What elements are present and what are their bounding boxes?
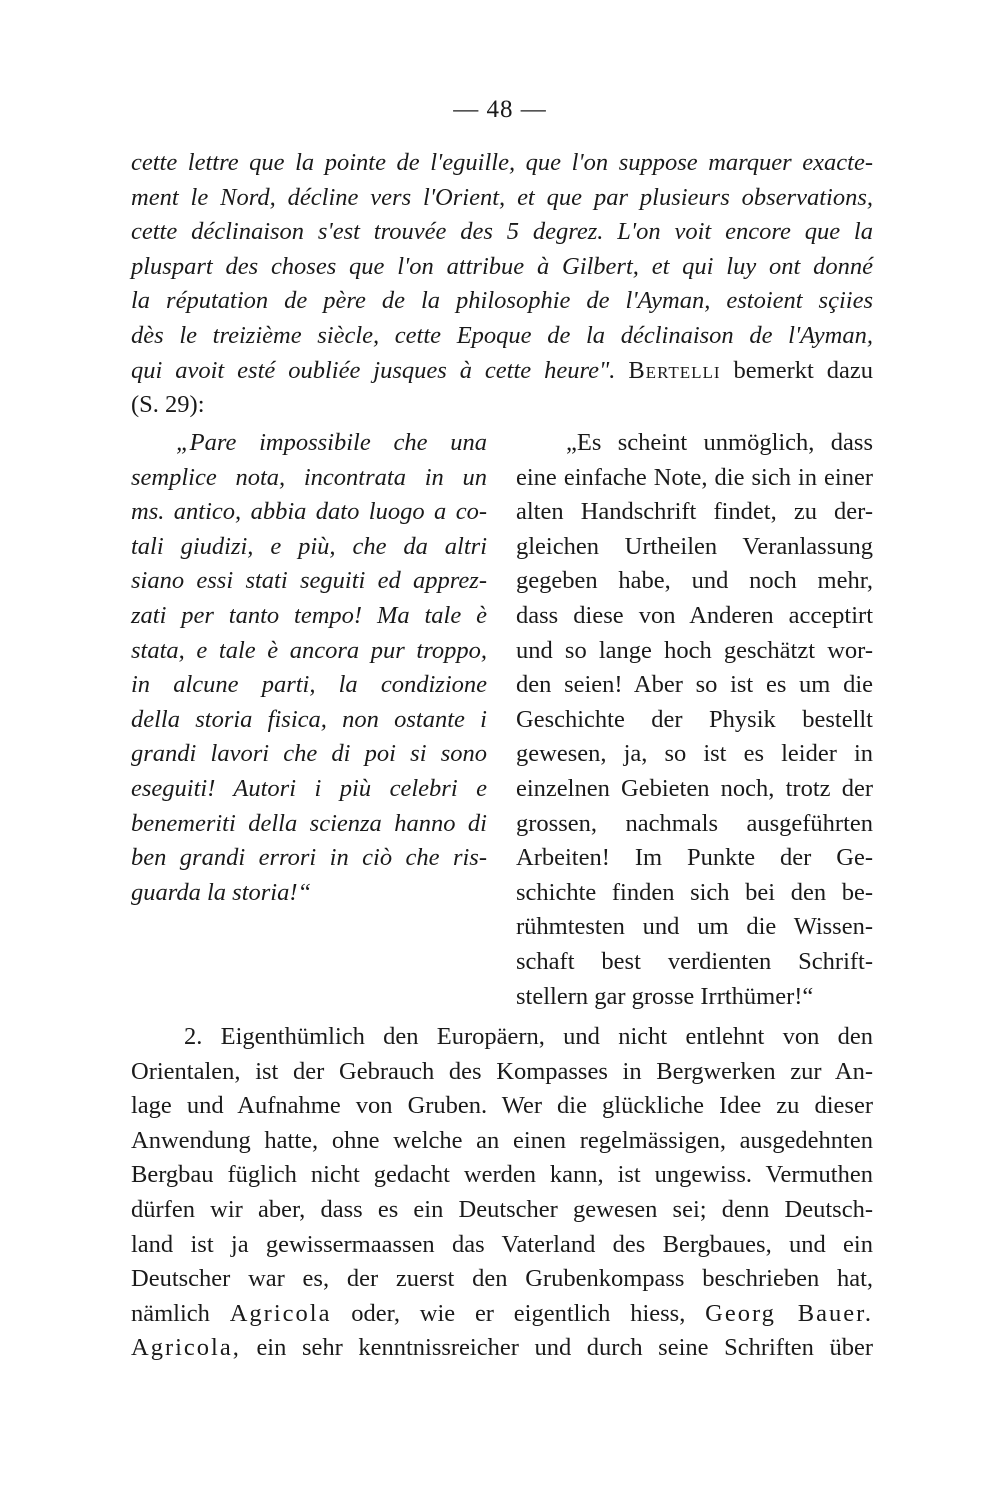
text-line: Bergbau füglich nicht gedacht werden kann, ist ungewiss. Vermuthen bbox=[131, 1161, 873, 1189]
quote-line: rühmtesten und um die Wissen- bbox=[516, 913, 873, 941]
quote-line: semplice nota, incontrata in un bbox=[131, 463, 487, 491]
text-line: cette déclinaison s'est trouvée des 5 degrez. L'on voit encore que la bbox=[131, 218, 873, 246]
quote-line: schaft best verdienten Schrift- bbox=[516, 947, 873, 975]
text-line: lage und Aufnahme von Gruben. Wer die glückliche Idee zu dieser bbox=[131, 1092, 873, 1120]
text-line: Orientalen, ist der Gebrauch des Kompasses in Bergwerken zur An- bbox=[131, 1057, 873, 1085]
text-line: la réputation de père de la philosophie de l'Ayman, estoient sçiies bbox=[131, 287, 873, 315]
quote-line: grossen, nachmals ausgeführten bbox=[516, 809, 873, 837]
italian-quote bbox=[131, 426, 487, 910]
text-line: dürfen wir aber, dass es ein Deutscher gewesen sei; denn Deutsch- bbox=[131, 1195, 873, 1223]
quote-line: benemeriti della scienza hanno di bbox=[131, 809, 487, 837]
quote-line: alten Handschrift findet, zu der- bbox=[516, 498, 873, 526]
text-fragment: bemerkt dazu bbox=[733, 356, 874, 384]
text-line: pluspart des choses que l'on attribue à Gilbert, et qui luy ont donné bbox=[131, 252, 873, 280]
text-line: Deutscher war es, der zuerst den Grubenkompass beschrieben hat, bbox=[131, 1265, 873, 1293]
text-line bbox=[131, 1331, 873, 1366]
quote-line: gleichen Urtheilen Veranlassung bbox=[516, 532, 873, 560]
quote-line: eseguiti! Autori i più celebri e bbox=[131, 774, 487, 802]
quote-line: eine einfache Note, die sich in einer bbox=[516, 463, 873, 491]
quote-line: gewesen, ja, so ist es leider in bbox=[516, 740, 873, 768]
person-name: Georg Bauer. bbox=[705, 1299, 874, 1327]
quote-line: „Pare impossibile che una bbox=[176, 429, 487, 456]
quote-end: qui avoit esté oubliée jusques à cette heure". bbox=[131, 356, 616, 384]
quote-line: schichte finden sich bei den be- bbox=[516, 878, 873, 906]
reference: (S. 29): bbox=[131, 391, 205, 419]
quote-line: stata, e tale è ancora pur troppo, bbox=[131, 636, 487, 664]
text-line: land ist ja gewissermaassen das Vaterland des Bergbaues, und ein bbox=[131, 1230, 873, 1258]
quote-line: tali giudizi, e più, che da altri bbox=[131, 532, 487, 560]
quote-line: „Es scheint unmöglich, dass bbox=[566, 429, 873, 456]
text-line bbox=[131, 354, 873, 389]
intro-paragraph bbox=[131, 146, 873, 423]
text-line: cette lettre que la pointe de l'eguille, que l'on suppose marquer exacte- bbox=[131, 149, 873, 176]
quote-line: grandi lavori che di poi si sono bbox=[131, 740, 487, 768]
quote-line: stellern gar grosse Irrthümer!“ bbox=[516, 982, 814, 1010]
quote-line: guarda la storia!“ bbox=[131, 878, 312, 906]
person-name: Agricola, bbox=[131, 1334, 241, 1362]
quote-line: in alcune parti, la condizione bbox=[131, 671, 487, 699]
quote-line: einzelnen Gebieten noch, trotz der bbox=[516, 774, 873, 802]
quote-line: Geschichte der Physik bestellt bbox=[516, 705, 873, 733]
page-number: — 48 — bbox=[453, 96, 547, 123]
section-2-paragraph bbox=[131, 1020, 873, 1366]
text-fragment: ein sehr kenntnissreicher und durch seine Schriften über bbox=[256, 1334, 874, 1362]
quote-line: della storia fisica, non ostante i bbox=[131, 705, 487, 733]
quote-line: ms. antico, abbia dato luogo a co- bbox=[131, 498, 487, 526]
quote-line: gegeben habe, und noch mehr, bbox=[516, 567, 873, 595]
quote-line: und so lange hoch geschätzt wor- bbox=[516, 636, 873, 664]
author-name: Bertelli bbox=[628, 356, 721, 384]
text-fragment: oder, wie er eigentlich hiess, bbox=[351, 1299, 686, 1327]
text-line: ment le Nord, décline vers l'Orient, et que par plusieurs observations, bbox=[131, 183, 873, 211]
text-line: Anwendung hatte, ohne welche an einen regelmässigen, ausgedehnten bbox=[131, 1126, 873, 1154]
text-line: dès le treizième siècle, cette Epoque de la déclinaison de l'Ayman, bbox=[131, 321, 873, 349]
quote-line: dass diese von Anderen acceptirt bbox=[516, 601, 873, 629]
quote-line: den seien! Aber so ist es um die bbox=[516, 671, 873, 699]
german-quote bbox=[516, 426, 873, 1014]
text-line bbox=[131, 1297, 873, 1332]
quote-line: ben grandi errori in ciò che ris- bbox=[131, 844, 487, 872]
person-name: Agricola bbox=[229, 1299, 332, 1327]
quote-line: Arbeiten! Im Punkte der Ge- bbox=[516, 844, 873, 872]
quote-line: zati per tanto tempo! Ma tale è bbox=[131, 601, 487, 629]
quote-line: siano essi stati seguiti ed apprez- bbox=[131, 567, 487, 595]
text-line: 2. Eigenthümlich den Europäern, und nicht entlehnt von den bbox=[184, 1023, 873, 1050]
text-fragment: nämlich bbox=[131, 1299, 210, 1327]
